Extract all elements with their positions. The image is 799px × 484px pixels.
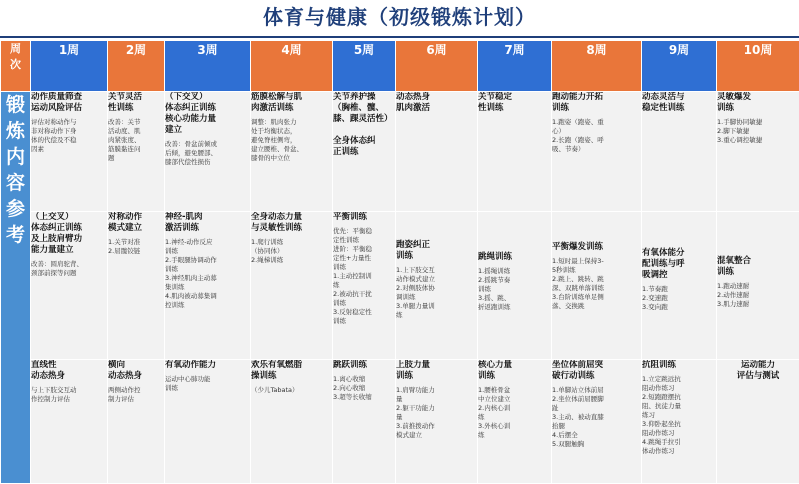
cell-detail: 改善：圆肩驼背、 颈部前探等问题: [31, 260, 83, 277]
cell-heading: 跳绳训练: [478, 252, 513, 262]
cell-heading: 抗阻训练: [642, 360, 677, 370]
cell-heading: 动态热身 肌肉激活: [396, 92, 431, 113]
cell-detail: （少儿Tabata）: [251, 386, 299, 394]
cell-detail: 1.肩臂功能力 量 2.躯干功能力 量 3.前推拨动作 模式建立: [396, 386, 435, 439]
cell-detail: 评估对称动作与 非对称动作下身 体的代偿及不稳 因素: [31, 118, 77, 153]
cell-detail: 1.腰椎骨盆 中立位建立 2.内核心训 练 3.外核心训 练: [478, 386, 511, 439]
cell-heading: 跑动能力开拓 训练: [552, 92, 604, 113]
plan-cell: [717, 360, 799, 484]
cell-detail: 1.立定跳远抗 阻动作练习 2.短跑蹬摆抗 阻、抗徒力量 练习 3.仰卧起坐抗 阻动作练习 4.跳绳手拉引 体动作练习: [642, 375, 681, 455]
plan-cell: [251, 360, 333, 484]
table-row: [1, 92, 799, 212]
plan-cell: [396, 360, 478, 484]
cell-detail: 1.跑动速耐 2.动作速耐 3.肌力速耐: [717, 282, 750, 308]
page-title: 体育与健康（初级锻炼计划）: [263, 5, 536, 29]
week-header-9: 9周: [642, 41, 717, 92]
week-header-1: 1周: [31, 41, 108, 92]
cell-heading: 坐位体前屈突 破行动训练: [552, 360, 604, 381]
cell-heading: 平衡爆发训练: [552, 242, 604, 252]
cell-heading: 全身动态力量 与灵敏性训练: [251, 212, 303, 233]
cell-detail: 1.摇绳训练 2.摇跳节奏 训练 3.摇、跳、 折返跑训练: [478, 267, 511, 311]
week-header-5: 5周: [333, 41, 396, 92]
table-row: [1, 212, 799, 360]
plan-cell: [552, 92, 642, 212]
plan-cell: [333, 212, 396, 360]
week-header-6: 6周: [396, 41, 478, 92]
week-header-2: 2周: [108, 41, 165, 92]
cell-detail: 1.手脚协同敏捷 2.脚下敏捷 3.重心调控敏捷: [717, 118, 763, 144]
plan-cell: [31, 92, 108, 212]
plan-cell: [642, 360, 717, 484]
cell-detail: 调整：肌肉张力 处于均衡状态， 避免脊柱侧弯， 建立腰椎、骨盆、 膝骨的中立位: [251, 118, 303, 162]
header-row: [1, 41, 799, 92]
cell-heading: 灵敏爆发 训练: [717, 92, 752, 113]
cell-detail: 1.节奏跑 2.变速跑 3.变向跑: [642, 285, 668, 311]
cell-heading: 关节灵活 性训练: [108, 92, 143, 113]
cell-detail: 1.神经-动作反应 训练 2.手眼腿协调动作 训练 3.神经肌肉主动募 集训练 4.肌肉被动募集调 控训练: [165, 238, 217, 309]
cell-heading: 筋膜松解与肌 肉激活训练: [251, 92, 303, 113]
cell-detail: 1.离心收缩 2.向心收缩 3.超等长收缩: [333, 375, 372, 401]
cell-detail: 1.关节对准 2.屈髋铰链: [108, 238, 141, 255]
title-divider: [0, 36, 799, 38]
week-header-8: 8周: [552, 41, 642, 92]
side-label-text: 锻 炼 内 容 参 考: [5, 94, 25, 246]
plan-cell: [108, 360, 165, 484]
cell-heading: 混氧整合 训练: [717, 256, 752, 277]
week-header-4: 4周: [251, 41, 333, 92]
cell-detail: 1.爬行训练 （协同体） 2.绳梯训练: [251, 238, 284, 264]
training-plan-table: [0, 40, 799, 484]
cell-detail: 改善：关节 活动度、肌 肉紧张度、 筋膜黏连问 题: [108, 118, 141, 162]
plan-cell: [333, 360, 396, 484]
cell-detail: 1.跑姿（跑姿、重 心） 2.长跑（跑姿、呼 吸、节奏）: [552, 118, 604, 153]
cell-heading: 平衡训练: [333, 212, 368, 222]
cell-heading: （下交叉） 体态纠正训练 核心功能力量 建立: [165, 92, 217, 135]
cell-detail: 与上下肢交互动 作控制力评估: [31, 386, 77, 403]
plan-cell: [552, 212, 642, 360]
cell-detail: 两侧动作控 制力评估: [108, 386, 141, 403]
plan-cell: [165, 92, 251, 212]
plan-cell: [642, 92, 717, 212]
plan-cell: [478, 212, 552, 360]
cell-heading: 有氧体能分 配训练与呼 吸调控: [642, 248, 685, 280]
plan-cell: [396, 92, 478, 212]
plan-cell: [717, 212, 799, 360]
cell-heading: 动态灵活与 稳定性训练: [642, 92, 685, 113]
cell-detail: 改善：骨盆前倾或 后倾，避免腰部、 膝部代偿性损伤: [165, 140, 217, 166]
cell-detail: 1.短时最上保持3- 5秒训练 2.跳上、跳转、跳 深、双跳单落训练 3.台阶训练单足侧 落、交换跳: [552, 257, 604, 310]
side-label: [1, 92, 31, 484]
week-header-7: 7周: [478, 41, 552, 92]
cell-heading: 横向 动态热身: [108, 360, 143, 381]
plan-cell: [478, 92, 552, 212]
plan-cell: [251, 92, 333, 212]
cell-heading: 核心力量 训练: [478, 360, 513, 381]
plan-cell: [31, 212, 108, 360]
cell-detail: 优先：平衡稳 定性训练 进阶：平衡稳 定性+力量性 训练 1.主动控制训 练 2.被动抗干扰 训练 3.反射稳定性 训练: [333, 227, 372, 325]
plan-cell: [31, 360, 108, 484]
cell-heading: 跳跃训练: [333, 360, 368, 370]
plan-cell: [717, 92, 799, 212]
cell-heading: 有氧动作能力: [165, 360, 217, 370]
week-header-10: 10周: [717, 41, 799, 92]
cell-heading: 神经-肌肉 激活训练: [165, 212, 203, 233]
cell-heading: 动作质量筛查 运动风险评估: [31, 92, 83, 113]
cell-detail: 1.单脚站立体前屈 2.坐位体前屈腰脚 趾 3.主动、被动直膝 抬腿 4.后摆全 5.双腿触胸: [552, 386, 604, 448]
cell-heading: 上肢力量 训练: [396, 360, 431, 381]
cell-heading: 欢乐有氧燃脂 操训练: [251, 360, 303, 381]
cell-detail: 1.上下肢交互 动作模式建立 2.对侧肢体协 调训练 3.单腿力量训 练: [396, 266, 435, 319]
cell-heading: （上交叉） 体态纠正训练 及上肢肩臂功 能力量建立: [31, 212, 83, 255]
plan-cell: [108, 212, 165, 360]
plan-cell: [251, 212, 333, 360]
week-corner-label: 周 次: [1, 41, 31, 92]
plan-cell: [478, 360, 552, 484]
plan-cell: [165, 212, 251, 360]
plan-cell: [552, 360, 642, 484]
plan-cell: [108, 92, 165, 212]
plan-cell: [165, 360, 251, 484]
cell-heading: 对称动作 模式建立: [108, 212, 143, 233]
week-header-3: 3周: [165, 41, 251, 92]
plan-cell: [396, 212, 478, 360]
table-row: [1, 360, 799, 484]
cell-detail: 运动中心肺功能 训练: [165, 375, 211, 392]
cell-heading: 关节稳定 性训练: [478, 92, 513, 113]
cell-heading: 关节养护操 （胸椎、髋、 膝、踝灵活性） 全身体态纠 正训练: [333, 92, 393, 157]
plan-cell: [642, 212, 717, 360]
cell-heading: 直线性 动态热身: [31, 360, 66, 381]
plan-cell: [333, 92, 396, 212]
cell-heading: 跑姿纠正 训练: [396, 240, 431, 261]
cell-heading: 运动能力 评估与测试: [736, 360, 780, 381]
